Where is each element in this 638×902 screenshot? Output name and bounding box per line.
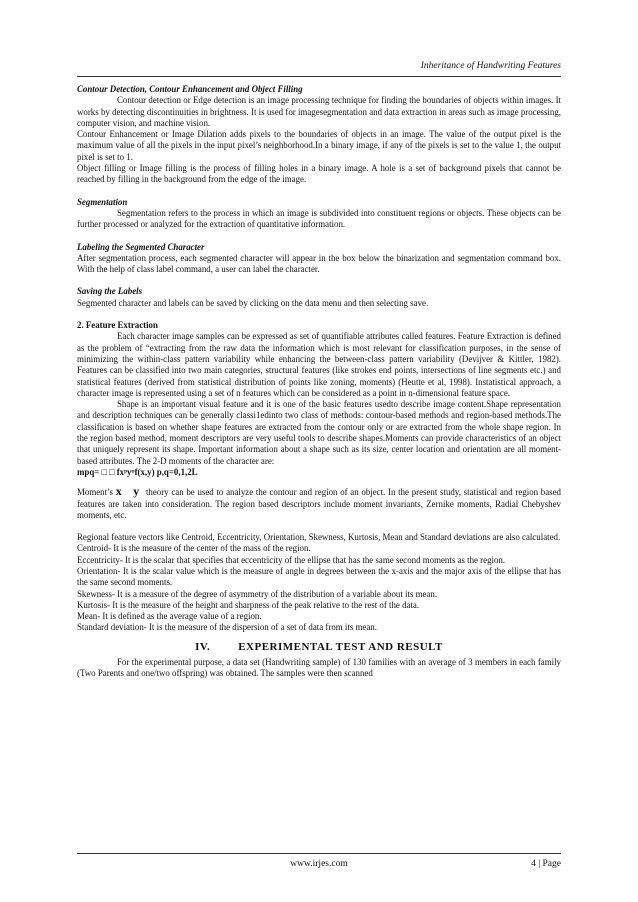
definition-item: Orientation- It is the scalar value which is the measure of angle in degrees between the x-axis and the major axis of the ellipse that has the same second moments.: [77, 565, 561, 588]
paragraph: Contour detection or Edge detection is an image processing technique for finding the boundaries of objects within images. It works by detecting discontinuities in brightness. It is used for imagesegmentation and data extraction in areas such as image processing, computer vision, and machine vision.: [77, 95, 561, 128]
paragraph: [77, 486, 561, 521]
page-body: [77, 84, 561, 680]
definition-item: Eccentricity- It is the scalar that specifies that eccentricity of the ellipse that has the same second moments as the region.: [77, 554, 506, 565]
section-title: EXPERIMENTAL TEST AND RESULT: [238, 640, 443, 653]
page-number: 4 | Page: [531, 859, 561, 869]
paragraph: Segmented character and labels can be saved by clicking on the data menu and then selecting save.: [77, 297, 429, 308]
paragraph: Segmentation refers to the process in which an image is subdivided into constituent regions or objects. These objects can be further processed or analyzed for the extraction of quantitative information.: [77, 207, 561, 230]
paragraph: Contour Enhancement or Image Dilation adds pixels to the boundaries of objects in an image. The value of the output pixel is the maximum value of all the pixels in the input pixel’s neighborhood.In a binary image, if any of the pixels is set to the value 1, the output pixel is set to 1.: [77, 129, 561, 162]
moment-text: theory can be used to analyze the contour and region of an object. In the present study, statistical and region based features are taken into consideration. The region based descriptors include moment invariants, Zernike moments, Radial Chebyshev moments, etc.: [77, 487, 561, 520]
moment-formula: mpq= □ □ fxᵖyᵠf(x,y) p,q=0,1,2L: [77, 466, 198, 477]
footer-divider: [77, 853, 561, 854]
heading-segmentation: Segmentation: [77, 196, 128, 207]
definition-item: Kurtosis- It is the measure of the height and sharpness of the peak relative to the rest of the data.: [77, 599, 420, 610]
moment-xy: x y: [115, 484, 144, 499]
header-divider: [77, 76, 561, 77]
paragraph: Object filling or Image filling is the process of filling holes in a binary image. A hole is a set of background pixels that cannot be reached by filling in the background from the edge of the image.: [77, 163, 561, 185]
paragraph: Each character image samples can be expressed as set of quantifiable attributes called features. Feature Extraction is defined as the problem of “extracting from the raw data the information which is most relevant for classification purposes, in the sense of minimizing the within-class pattern variability while enhancing the between-class pattern variability (Devijver & Kittler, 1982). Features can be classified into two main categories, structural features (like strokes end points, intersections of line segments etc.) and statistical features (derived from statistical distribution of points like zoning, moments) (Heutte et al, 1998). Instatistical approach, a character image is represented using a set of n features which can be considered as a point in n-dimensional feature space.: [77, 331, 561, 398]
heading-contour: Contour Detection, Contour Enhancement and Object Filling: [77, 84, 303, 94]
paragraph: After segmentation process, each segmented character will appear in the box below the binarization and segmentation command box. With the help of class label command, a user can label the character.: [77, 252, 561, 275]
heading-feature-extraction: 2. Feature Extraction: [77, 320, 158, 331]
section-title-experimental: [77, 642, 561, 653]
footer-url: www.irjes.com: [290, 859, 348, 869]
heading-labeling: Labeling the Segmented Character: [77, 241, 205, 252]
definition-item: Mean- It is defined as the average value of a region.: [77, 611, 262, 622]
moment-label: Moment’s: [77, 487, 113, 498]
document-page: [77, 0, 561, 902]
definition-item: Standard deviation- It is the measure of the dispersion of a set of data from its mean.: [77, 622, 377, 633]
paragraph: For the experimental purpose, a data set (Handwriting sample) of 130 families with an average of 3 members in each family (Two Parents and one/two offspring) was obtained. The samples were then scanned: [77, 657, 561, 679]
definition-item: Skewness- It is a measure of the degree of asymmetry of the distribution of a variable about its mean.: [77, 588, 438, 599]
paragraph: Shape is an important visual feature and it is one of the basic features usedto describe image content.Shape representation and description techniques can be generally classi1edinto two class of methods: contour-based methods and region-based methods.The classification is based on whether shape features are extracted from the contour only or are extracted from the whole shape region. In the region based method, moment descriptors are very useful tools to describe shapes.Moments can provide characteristics of an object that uniquely represent its shape. Important information about a shape such as its size, center location and orientation are all moment-based attributes. The 2-D moments of the character are:: [77, 399, 561, 466]
paragraph: Regional feature vectors like Centroid, Eccentricity, Orientation, Skewness, Kurtosis, Mean and Standard deviations are also calculated.: [77, 532, 561, 543]
heading-saving: Saving the Labels: [77, 286, 143, 297]
section-number: IV.: [195, 640, 211, 653]
running-header: Inheritance of Handwriting Features: [420, 61, 561, 71]
definition-item: Centroid- It is the measure of the center of the mass of the region.: [77, 543, 311, 554]
